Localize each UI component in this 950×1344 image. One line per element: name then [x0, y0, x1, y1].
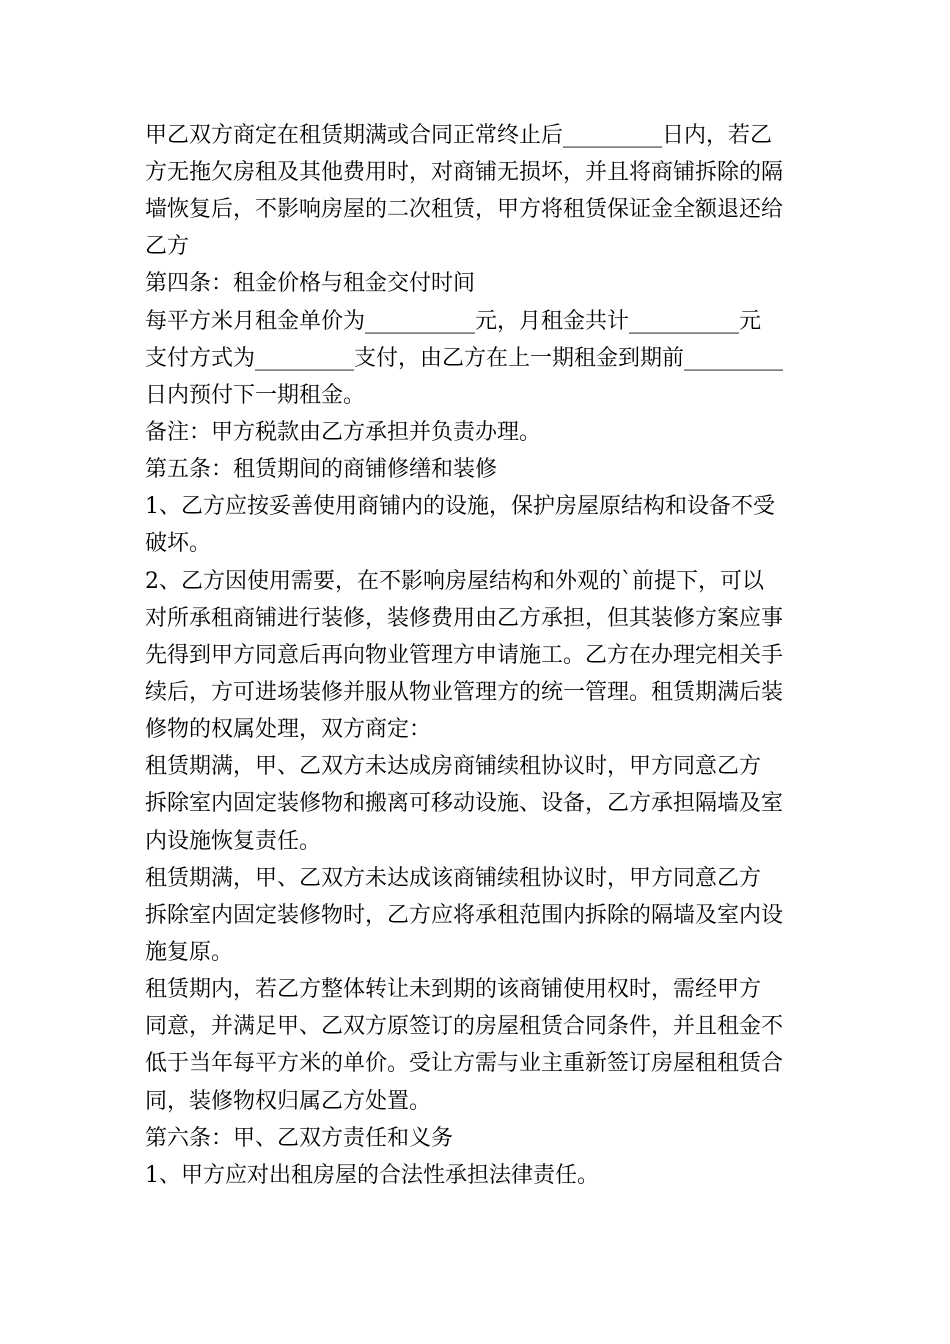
text-line: 修物的权属处理，双方商定： — [145, 717, 432, 742]
text-line: 拆除室内固定装修物时，乙方应将承租范围内拆除的隔墙及室内设 — [145, 903, 784, 928]
text-line: 对所承租商铺进行装修，装修费用由乙方承担，但其装修方案应事 — [145, 606, 784, 631]
text-line: 每平方米月租金单价为__________元，月租金共计__________元 — [145, 309, 762, 334]
text-line: 1、乙方应按妥善使用商铺内的设施，保护房屋原结构和设备不受 — [145, 494, 775, 519]
text-line: 1、甲方应对出租房屋的合法性承担法律责任。 — [145, 1163, 599, 1188]
text-line: 乙方 — [145, 234, 190, 259]
section-heading: 第四条：租金价格与租金交付时间 — [145, 271, 476, 296]
text-line: 2、乙方因使用需要，在不影响房屋结构和外观的`前提下，可以 — [145, 569, 764, 594]
text-line: 租赁期内，若乙方整体转让未到期的该商铺使用权时，需经甲方 — [145, 977, 762, 1002]
text-line: 备注：甲方税款由乙方承担并负责办理。 — [145, 420, 542, 445]
text-line: 内设施恢复责任。 — [145, 829, 322, 854]
text-line: 施复原。 — [145, 940, 234, 965]
text-line: 续后，方可进场装修并服从物业管理方的统一管理。租赁期满后装 — [145, 680, 784, 705]
text-line: 低于当年每平方米的单价。受让方需与业主重新签订房屋租租赁合 — [145, 1051, 784, 1076]
section-heading: 第六条：甲、乙双方责任和义务 — [145, 1126, 454, 1151]
text-line: 甲乙双方商定在租赁期满或合同正常终止后_________日内，若乙 — [145, 123, 773, 148]
text-line: 同，装修物权归属乙方处置。 — [145, 1089, 432, 1114]
text-line: 租赁期满，甲、乙双方未达成该商铺续租协议时，甲方同意乙方 — [145, 866, 762, 891]
section-heading: 第五条：租赁期间的商铺修缮和装修 — [145, 457, 498, 482]
text-line: 墙恢复后，不影响房屋的二次租赁，甲方将租赁保证金全额退还给 — [145, 197, 784, 222]
text-line: 拆除室内固定装修物和搬离可移动设施、设备，乙方承担隔墙及室 — [145, 791, 784, 816]
text-line: 方无拖欠房租及其他费用时，对商铺无损坏，并且将商铺拆除的隔 — [145, 160, 784, 185]
text-line: 日内预付下一期租金。 — [145, 383, 366, 408]
text-line: 同意，并满足甲、乙双方原签订的房屋租赁合同条件，并且租金不 — [145, 1014, 784, 1039]
text-line: 先得到甲方同意后再向物业管理方申请施工。乙方在办理完相关手 — [145, 643, 784, 668]
text-line: 破坏。 — [145, 531, 212, 556]
text-line: 支付方式为_________支付，由乙方在上一期租金到期前_________ — [145, 346, 784, 371]
text-line: 租赁期满，甲、乙双方未达成房商铺续租协议时，甲方同意乙方 — [145, 754, 762, 779]
